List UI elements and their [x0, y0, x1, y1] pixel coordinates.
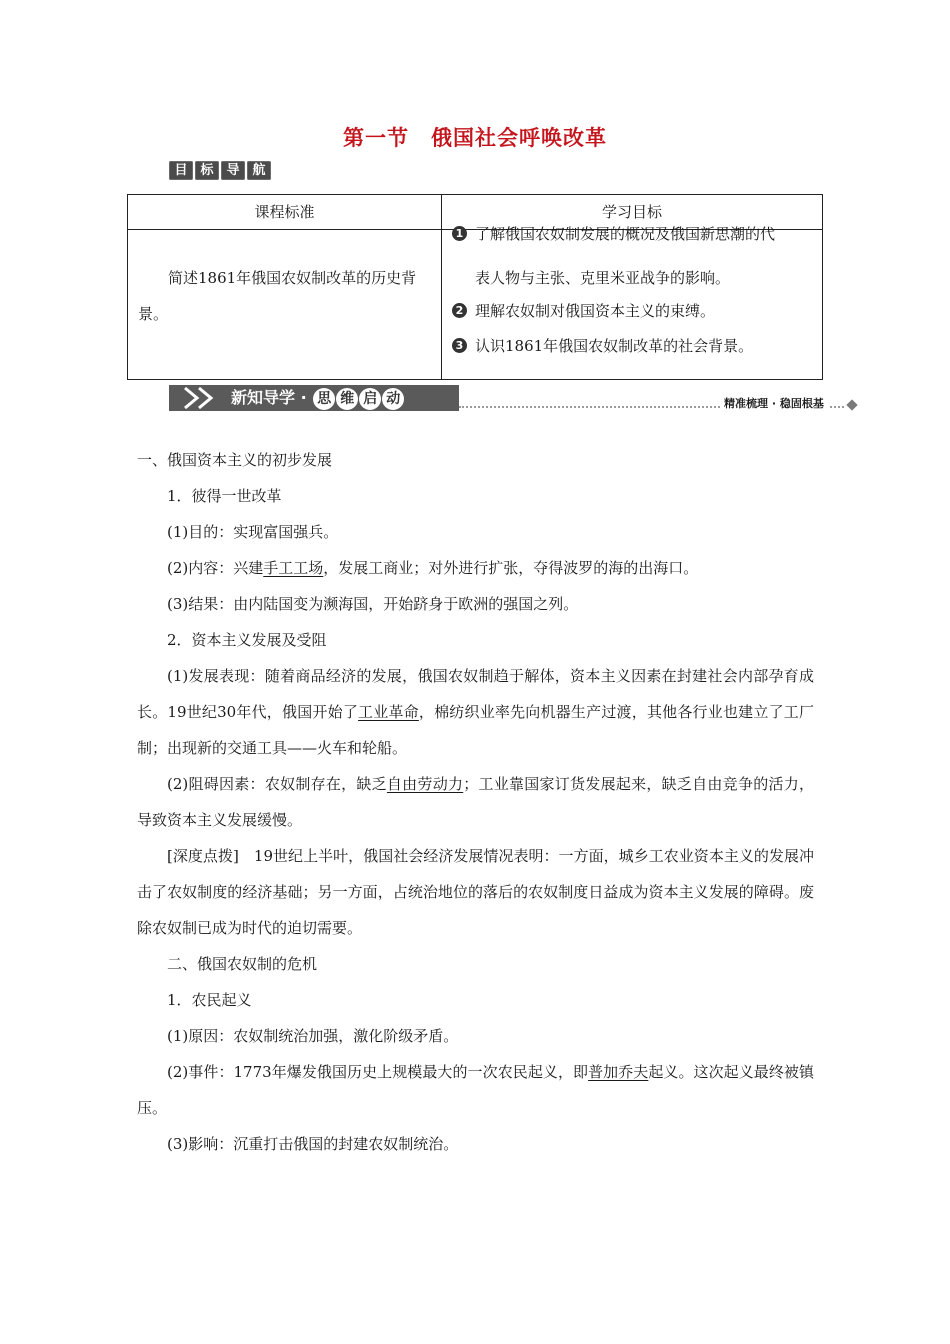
paragraph: (1)发展表现：随着商品经济的发展，俄国农奴制趋于解体，资本主义因素在封建社会内部孕育成长。19世纪30年代，俄国开始了工业革命，棉纺织业率先向机器生产过渡，其他各行业也建立了工厂制；出现新的交通工具——火车和轮船。 — [137, 667, 814, 757]
goal-2: 2 理解农奴制对俄国资本主义的束缚。 — [452, 292, 715, 330]
badge-char: 目 — [169, 161, 193, 180]
number-circle-icon: 2 — [452, 303, 467, 318]
paragraph: (2)内容：兴建手工工场，发展工商业；对外进行扩张，夺得波罗的海的出海口。 — [167, 559, 699, 577]
section-banner: 新知导学 · 思 维 启 动 — [169, 385, 459, 411]
paragraph: (3)影响：沉重打击俄国的封建农奴制统治。 — [167, 1135, 459, 1153]
paragraph: (1)原因：农奴制统治加强，激化阶级矛盾。 — [167, 1027, 459, 1045]
subheading: 1．彼得一世改革 — [167, 487, 282, 505]
standard-cell: 简述1861年俄国农奴制改革的历史背景。 — [128, 230, 442, 379]
page-title: 第一节 俄国社会呼唤改革 — [343, 126, 607, 150]
subheading: 1．农民起义 — [167, 991, 252, 1009]
badge-char: 航 — [247, 161, 271, 180]
heading: 二、俄国农奴制的危机 — [167, 955, 318, 973]
number-circle-icon: 1 — [452, 226, 467, 241]
diamond-icon — [846, 399, 857, 410]
badge-char: 标 — [195, 161, 219, 180]
goal-3: 3 认识1861年俄国农奴制改革的社会背景。 — [452, 327, 753, 365]
number-circle-icon: 3 — [452, 338, 467, 353]
paragraph: (3)结果：由内陆国变为濒海国，开始跻身于欧洲的强国之列。 — [167, 595, 579, 613]
col-header-standard: 课程标准 — [128, 195, 442, 230]
col-header-goals: 学习目标 — [442, 195, 822, 230]
banner-slogan: 精准梳理 · 稳固根基 — [720, 395, 828, 411]
section-badge — [169, 161, 271, 180]
paragraph: (1)目的：实现富国强兵。 — [167, 523, 339, 541]
tip-paragraph: [深度点拨] 19世纪上半叶，俄国社会经济发展情况表明：一方面，城乡工农业资本主义的发展冲击了农奴制度的经济基础；另一方面，占统治地位的落后的农奴制度日益成为资本主义发展的障碍。废除农奴制已成为时代的迫切需要。 — [137, 847, 814, 937]
heading: 一、俄国资本主义的初步发展 — [137, 451, 333, 469]
badge-char: 导 — [221, 161, 245, 180]
paragraph: (2)阻碍因素：农奴制存在，缺乏自由劳动力；工业靠国家订货发展起来，缺乏自由竞争的活力，导致资本主义发展缓慢。 — [137, 775, 814, 829]
goal-1: 1 了解俄国农奴制发展的概况及俄国新思潮的代 — [452, 215, 775, 253]
objectives-table — [127, 194, 823, 380]
paragraph: (2)事件：1773年爆发俄国历史上规模最大的一次农民起义，即普加乔夫起义。这次起义最终被镇压。 — [137, 1063, 814, 1117]
double-chevron-icon — [175, 385, 231, 411]
goal-1-cont: 表人物与主张、克里米亚战争的影响。 — [475, 269, 731, 287]
main-content — [137, 442, 814, 1162]
subheading: 2．资本主义发展及受阻 — [167, 631, 327, 649]
